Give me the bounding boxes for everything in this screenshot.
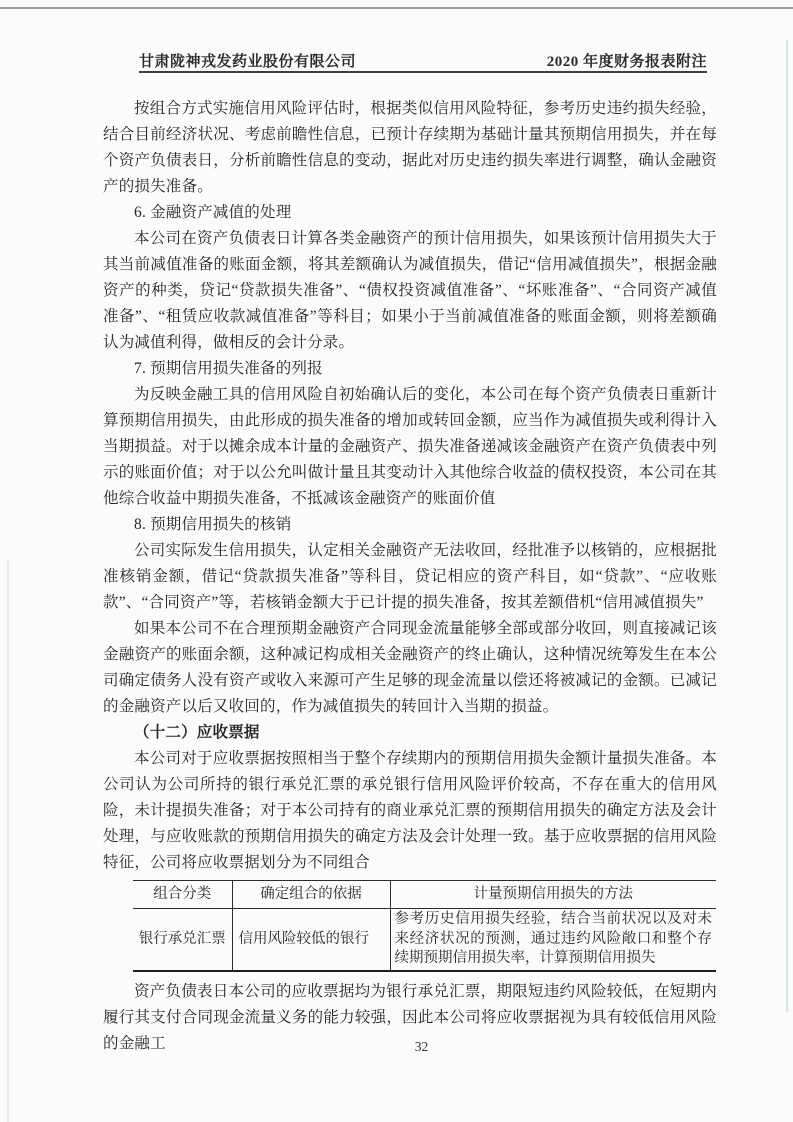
column-header-portfolio-category: 组合分类 bbox=[133, 881, 232, 909]
page-number: 32 bbox=[414, 1039, 429, 1054]
heading-7-ecl-provision-presentation: 7. 预期信用损失准备的列报 bbox=[134, 360, 323, 377]
heading-12-notes-receivable: （十二）应收票据 bbox=[134, 724, 260, 741]
table-row-bank-acceptance-bill bbox=[133, 909, 716, 971]
cell-portfolio-category: 银行承兑汇票 bbox=[138, 930, 226, 947]
cell-portfolio-basis: 信用风险较低的银行 bbox=[232, 909, 390, 971]
paragraph-direct-write-down: 如果本公司不在合理预期金融资产合同现金流量能够全部或部分收回，则直接减记该金融资产的账面余额，这种减记构成相关金融资产的终止确认，这种情况统筹发生在本公司确定债务人没有资产或收入来源可产生足够的现金流量以偿还将被减记的金额。已减记的金融资产以后又收回的，作为减值损失的转回计入当期的损益。 bbox=[103, 620, 717, 715]
paragraph-write-off-treatment: 公司实际发生信用损失，认定相关金融资产无法收回，经批准予以核销的，应根据批准核销金额，借记“贷款损失准备”等科目，贷记相应的资产科目，如“贷款”、“应收账款”、“合同资产”等，若核销金额大于已计提的损失准备，按其差额借机“信用减值损失” bbox=[103, 542, 717, 611]
paragraph-balance-sheet-date-notes: 资产负债表日本公司的应收票据均为银行承兑汇票，期限短违约风险较低，在短期内履行其支付合同现金流量义务的能力较强，因此本公司将应收票据视为具有较低信用风险的金融工 bbox=[103, 982, 717, 1052]
header-rule bbox=[139, 71, 707, 73]
cell-ecl-method: 参考历史信用损失经验，结合当前状况以及对未来经济状况的预测，通过违约风险敞口和整个存续期预期信用损失率，计算预期信用损失 bbox=[390, 909, 716, 971]
paragraph-impairment-accounting-treatment: 本公司在资产负债表日计算各类金融资产的预计信用损失，如果该预计信用损失大于其当前减值准备的账面金额，将其差额确认为减值损失，借记“信用减值损失”，根据金融资产的种类，贷记“贷款损失准备”、“债权投资减值准备”、“坏账准备”、“合同资产减值准备”、“租赁应收款减值准备”等科目；如果小于当前减值准备的账面金额，则将差额确认为减值利得，做相反的会计分录。 bbox=[103, 230, 717, 351]
column-header-portfolio-basis: 确定组合的依据 bbox=[232, 881, 390, 909]
notes-receivable-portfolio-table bbox=[133, 880, 716, 972]
scan-artifact-left-edge bbox=[7, 560, 9, 1122]
scan-artifact-right-edge bbox=[786, 40, 788, 1012]
document-body bbox=[103, 96, 717, 1057]
scan-artifact-top-edge bbox=[0, 7, 793, 9]
header-company-name: 甘肃陇神戎发药业股份有限公司 bbox=[139, 54, 357, 70]
paragraph-ecl-provision-presentation: 为反映金融工具的信用风险自初始确认后的变化，本公司在每个资产负债表日重新计算预期信用损失，由此形成的损失准备的增加或转回金额，应当作为减值损失或利得计入当期损益。对于以摊余成本计量的金融资产、损失准备递减该金融资产在资产负债表中列示的账面价值；对于以公允叫做计量且其变动计入其他综合收益的债权投资，本公司在其他综合收益中期损失准备，不抵减该金融资产的账面价值 bbox=[103, 386, 717, 507]
heading-8-ecl-write-off: 8. 预期信用损失的核销 bbox=[134, 516, 292, 533]
table-header-row bbox=[133, 881, 716, 909]
column-header-ecl-method: 计量预期信用损失的方法 bbox=[390, 881, 716, 909]
paragraph-notes-receivable-policy: 本公司对于应收票据按照相当于整个存续期内的预期信用损失金额计量损失准备。本公司认为公司所持的银行承兑汇票的承兑银行信用风险评价较高，不存在重大的信用风险，未计提损失准备；对于本公司持有的商业承兑汇票的预期信用损失的确定方法及会计处理，与应收账款的预期信用损失的确定方法及会计处理一致。基于应收票据的信用风险特征，公司将应收票据划分为不同组合 bbox=[103, 750, 717, 871]
paragraph-portfolio-credit-risk-assessment: 按组合方式实施信用风险评估时，根据类似信用风险特征，参考历史违约损失经验，结合目前经济状况、考虑前瞻性信息，已预计存续期为基础计量其预期信用损失，并在每个资产负债表日，分析前瞻性信息的变动，据此对历史违约损失率进行调整，确认金融资产的损失准备。 bbox=[103, 100, 717, 195]
heading-6-financial-asset-impairment: 6. 金融资产减值的处理 bbox=[134, 204, 292, 221]
header-report-title: 2020 年度财务报表附注 bbox=[546, 54, 707, 70]
